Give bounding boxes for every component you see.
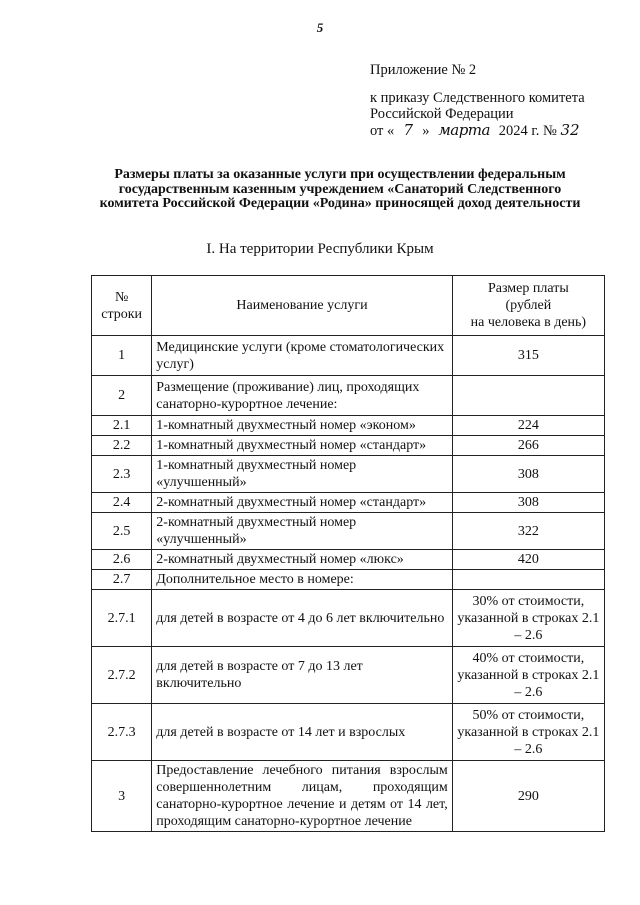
price: 224 [452, 416, 604, 436]
page-number: 5 [316, 20, 324, 35]
row-number: 2.3 [92, 456, 152, 493]
table-row [92, 761, 605, 832]
row-number: 2 [92, 376, 152, 416]
price: 40% от стоимости, указанной в строках 2.1 – 2.6 [452, 647, 604, 704]
date-prefix: от « [370, 123, 395, 139]
fee-table [91, 275, 605, 832]
appendix-title: Приложение № 2 [370, 62, 477, 78]
table-row [92, 436, 605, 456]
price: 420 [452, 550, 604, 570]
service-name: для детей в возрасте от 14 лет и взрослых [152, 704, 452, 761]
handwritten-day: 7 [403, 121, 414, 139]
service-name: Дополнительное место в номере: [152, 570, 452, 590]
service-name: 1-комнатный двухместный номер «стандарт» [152, 436, 452, 456]
row-number: 2.7.3 [92, 704, 152, 761]
price [452, 570, 604, 590]
service-name: 2-комнатный двухместный номер «люкс» [152, 550, 452, 570]
price: 266 [452, 436, 604, 456]
service-name: Размещение (проживание) лиц, проходящих санаторно-курортное лечение: [152, 376, 452, 416]
appendix-order-line: к приказу Следственного комитета [370, 90, 585, 106]
service-name: Медицинские услуги (кроме стоматологических услуг) [152, 336, 452, 376]
service-name: 1-комнатный двухместный номер «эконом» [152, 416, 452, 436]
table-row [92, 704, 605, 761]
row-number: 2.7.1 [92, 590, 152, 647]
row-number: 2.6 [92, 550, 152, 570]
table-row [92, 570, 605, 590]
table-row [92, 336, 605, 376]
service-name: для детей в возрасте от 7 до 13 лет включительно [152, 647, 452, 704]
row-number: 2.7.2 [92, 647, 152, 704]
table-row [92, 590, 605, 647]
price: 290 [452, 761, 604, 832]
price [452, 376, 604, 416]
table-header-row [92, 276, 605, 336]
row-number: 2.4 [92, 493, 152, 513]
appendix-org-line: Российской Федерации [370, 106, 514, 122]
table-row [92, 456, 605, 493]
row-number: 1 [92, 336, 152, 376]
date-year: 2024 г. № [498, 123, 557, 139]
table-row [92, 416, 605, 436]
row-number: 2.2 [92, 436, 152, 456]
service-name: 2-комнатный двухместный номер «улучшенный» [152, 513, 452, 550]
service-name: Предоставление лечебного питания взрослым совершеннолетним лицам, проходящим санаторно-курортное лечение и детям от 14 лет, проходящим санаторно-курортное лечение [152, 761, 452, 832]
date-close-quote: » [422, 123, 430, 139]
price: 30% от стоимости, указанной в строках 2.1 – 2.6 [452, 590, 604, 647]
row-number: 2.5 [92, 513, 152, 550]
price: 308 [452, 456, 604, 493]
price: 50% от стоимости, указанной в строках 2.1 – 2.6 [452, 704, 604, 761]
service-name: 1-комнатный двухместный номер «улучшенный» [152, 456, 452, 493]
section-title: I. На территории Республики Крым [206, 241, 434, 257]
header-service-name: Наименование услуги [152, 276, 452, 336]
document-title: Размеры платы за оказанные услуги при осуществлении федеральным государственным казенным учреждением «Санаторий Следственного комитета Российской Федерации «Родина» приносящей доход деятельности [99, 167, 581, 211]
table-row [92, 550, 605, 570]
header-row-number: № строки [92, 276, 152, 336]
appendix-block [370, 62, 630, 139]
appendix-date-line [370, 122, 630, 139]
handwritten-order-number: 32 [560, 121, 580, 139]
table-row [92, 513, 605, 550]
handwritten-month: марта [438, 121, 490, 139]
table-row [92, 647, 605, 704]
header-price: Размер платы (рублей на человека в день) [452, 276, 604, 336]
price: 308 [452, 493, 604, 513]
row-number: 3 [92, 761, 152, 832]
row-number: 2.1 [92, 416, 152, 436]
service-name: 2-комнатный двухместный номер «стандарт» [152, 493, 452, 513]
row-number: 2.7 [92, 570, 152, 590]
service-name: для детей в возрасте от 4 до 6 лет включительно [152, 590, 452, 647]
table-row [92, 493, 605, 513]
price: 315 [452, 336, 604, 376]
table-row [92, 376, 605, 416]
price: 322 [452, 513, 604, 550]
